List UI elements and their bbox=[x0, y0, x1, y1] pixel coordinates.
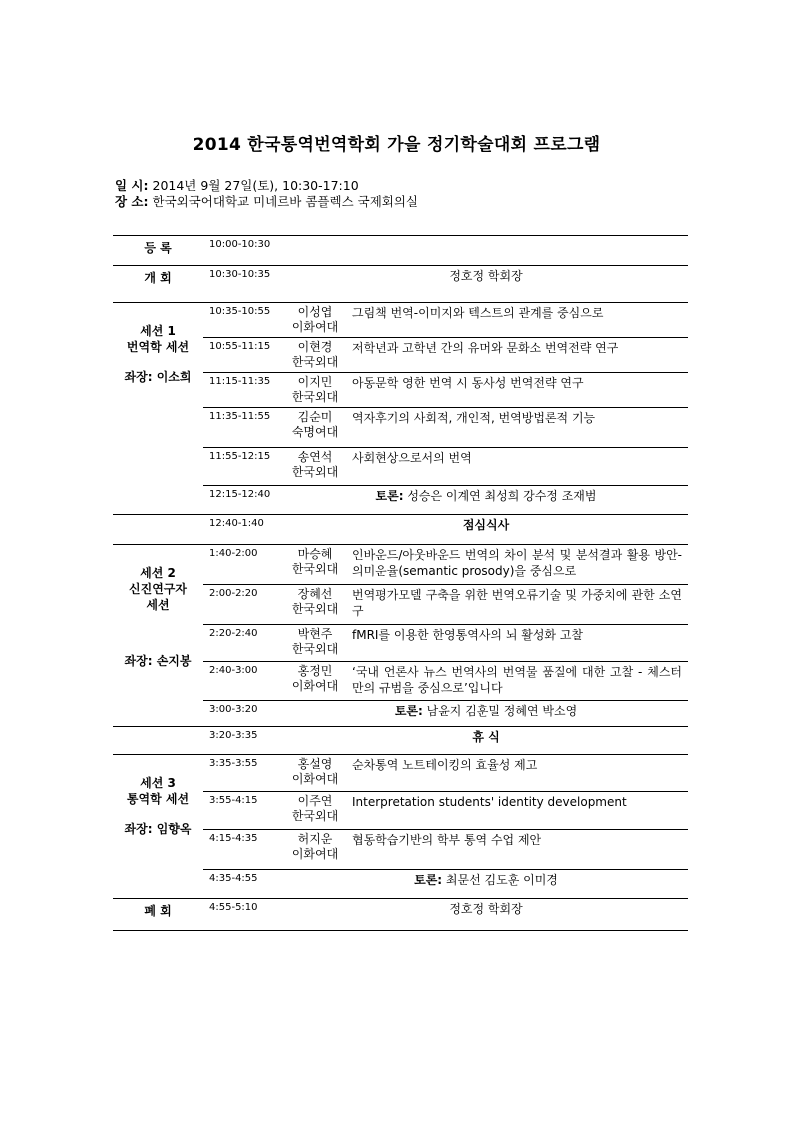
discussion-names: 최문선 김도훈 이미경 bbox=[445, 873, 558, 887]
presenter-name: 홍설영 bbox=[297, 757, 333, 771]
talk-topic: 번역평가모델 구축을 위한 번역오류기술 및 가중치에 관한 소연구 bbox=[346, 585, 688, 625]
talk-time: 4:15-4:35 bbox=[203, 830, 284, 870]
session2-title: 세션 2 bbox=[140, 566, 176, 580]
talk-time: 2:00-2:20 bbox=[203, 585, 284, 625]
talk-time: 2:20-2:40 bbox=[203, 625, 284, 662]
registration-label: 등 록 bbox=[113, 236, 203, 266]
presenter bbox=[284, 303, 346, 338]
presenter-affiliation: 한국외대 bbox=[291, 465, 339, 479]
presenter-name: 마승혜 bbox=[297, 547, 333, 561]
talk-topic: 그림책 번역-이미지와 텍스트의 관계를 중심으로 bbox=[346, 303, 688, 338]
page-title: 2014 한국통역번역학회 가을 정기학술대회 프로그램 bbox=[192, 135, 601, 155]
talk-topic: 사회현상으로서의 번역 bbox=[346, 448, 688, 486]
session3-subtitle: 통역학 세션 bbox=[126, 792, 190, 806]
talk-time: 1:40-2:00 bbox=[203, 545, 284, 585]
talk-topic: 인바운드/아웃바운드 번역의 차이 분석 및 분석결과 활용 방안-의미운율(semantic prosody)을 중심으로 bbox=[346, 545, 688, 585]
discussion bbox=[284, 870, 688, 899]
break-row bbox=[113, 727, 688, 755]
presenter-affiliation: 한국외대 bbox=[291, 390, 339, 404]
presenter-name: 이주연 bbox=[297, 794, 333, 808]
talk-time: 11:35-11:55 bbox=[203, 408, 284, 448]
session3-header bbox=[113, 755, 203, 899]
presenter-name: 장혜선 bbox=[297, 587, 333, 601]
session2-chair: 좌장: 손지봉 bbox=[124, 654, 192, 668]
talk-time: 10:35-10:55 bbox=[203, 303, 284, 338]
break-time: 3:20-3:35 bbox=[203, 727, 284, 755]
session3-chair: 좌장: 임향옥 bbox=[124, 822, 192, 836]
break-label: 휴 식 bbox=[284, 727, 688, 755]
closing-label: 폐 회 bbox=[113, 899, 203, 931]
talk-time: 3:35-3:55 bbox=[203, 755, 284, 792]
presenter bbox=[284, 585, 346, 625]
talk-time: 11:15-11:35 bbox=[203, 373, 284, 408]
discussion-label: 토론: bbox=[414, 873, 443, 887]
discussion-time: 12:15-12:40 bbox=[203, 486, 284, 515]
presenter-name: 박현주 bbox=[297, 627, 333, 641]
session2-subtitle: 신진연구자 bbox=[129, 582, 187, 596]
session2-header bbox=[113, 545, 203, 727]
lunch-row bbox=[113, 515, 688, 545]
discussion bbox=[284, 486, 688, 515]
session3-title: 세션 3 bbox=[140, 776, 176, 790]
lunch-label: 점심식사 bbox=[284, 515, 688, 545]
opening-speaker: 정호정 학회장 bbox=[284, 266, 688, 303]
closing-row bbox=[113, 899, 688, 931]
session2-talk-row bbox=[113, 545, 688, 585]
event-place bbox=[115, 194, 418, 210]
presenter-affiliation: 숙명여대 bbox=[291, 425, 339, 439]
talk-time: 11:55-12:15 bbox=[203, 448, 284, 486]
presenter-affiliation: 한국외대 bbox=[291, 602, 339, 616]
presenter bbox=[284, 448, 346, 486]
date-label: 일 시: bbox=[115, 178, 149, 193]
presenter-affiliation: 이화여대 bbox=[291, 847, 339, 861]
registration-row bbox=[113, 236, 688, 266]
session1-title: 세션 1 bbox=[140, 324, 176, 338]
program-table bbox=[113, 235, 688, 931]
talk-topic: fMRI를 이용한 한영통역사의 뇌 활성화 고찰 bbox=[346, 625, 688, 662]
talk-topic: 협동학습기반의 학부 통역 수업 제안 bbox=[346, 830, 688, 870]
presenter-affiliation: 한국외대 bbox=[291, 809, 339, 823]
presenter bbox=[284, 373, 346, 408]
discussion-time: 3:00-3:20 bbox=[203, 701, 284, 727]
presenter bbox=[284, 338, 346, 373]
presenter-name: 이성엽 bbox=[297, 305, 333, 319]
talk-topic: 역자후기의 사회적, 개인적, 번역방법론적 기능 bbox=[346, 408, 688, 448]
talk-topic: 저학년과 고학년 간의 유머와 문화소 번역전략 연구 bbox=[346, 338, 688, 373]
session1-talk-row bbox=[113, 303, 688, 338]
opening-row bbox=[113, 266, 688, 303]
discussion-label: 토론: bbox=[375, 489, 404, 503]
session3-talk-row bbox=[113, 755, 688, 792]
date-value: 2014년 9월 27일(토), 10:30-17:10 bbox=[152, 178, 359, 193]
discussion-time: 4:35-4:55 bbox=[203, 870, 284, 899]
presenter bbox=[284, 545, 346, 585]
closing-time: 4:55-5:10 bbox=[203, 899, 284, 931]
presenter-name: 홍정민 bbox=[297, 664, 333, 678]
lunch-time: 12:40-1:40 bbox=[203, 515, 284, 545]
presenter bbox=[284, 792, 346, 830]
presenter bbox=[284, 408, 346, 448]
presenter-name: 이지민 bbox=[297, 375, 333, 389]
talk-time: 3:55-4:15 bbox=[203, 792, 284, 830]
presenter bbox=[284, 625, 346, 662]
talk-topic: 순차통역 노트테이킹의 효율성 제고 bbox=[346, 755, 688, 792]
registration-time: 10:00-10:30 bbox=[203, 236, 284, 266]
discussion-names: 남윤지 김훈밀 정혜연 박소영 bbox=[426, 704, 578, 718]
talk-topic: Interpretation students' identity development bbox=[346, 792, 688, 830]
presenter bbox=[284, 755, 346, 792]
presenter-affiliation: 한국외대 bbox=[291, 355, 339, 369]
session2-subtitle-2: 세션 bbox=[146, 598, 170, 612]
opening-label: 개 회 bbox=[113, 266, 203, 303]
talk-topic: 아동문학 영한 번역 시 동사성 번역전략 연구 bbox=[346, 373, 688, 408]
presenter-affiliation: 이화여대 bbox=[291, 772, 339, 786]
presenter-affiliation: 이화여대 bbox=[291, 320, 339, 334]
place-value: 한국외국어대학교 미네르바 콤플렉스 국제회의실 bbox=[152, 194, 418, 209]
presenter-affiliation: 한국외대 bbox=[291, 642, 339, 656]
discussion-names: 성승은 이계연 최성희 강수정 조재범 bbox=[407, 489, 597, 503]
session1-chair: 좌장: 이소희 bbox=[124, 370, 192, 384]
presenter-name: 김순미 bbox=[297, 410, 333, 424]
talk-topic: ‘국내 언론사 뉴스 번역사의 번역물 품질에 대한 고찰 - 체스터만의 규범을 중심으로’입니다 bbox=[346, 662, 688, 701]
presenter bbox=[284, 662, 346, 701]
presenter-name: 이현경 bbox=[297, 340, 333, 354]
talk-time: 10:55-11:15 bbox=[203, 338, 284, 373]
closing-speaker: 정호정 학회장 bbox=[284, 899, 688, 931]
opening-time: 10:30-10:35 bbox=[203, 266, 284, 303]
presenter-affiliation: 한국외대 bbox=[291, 562, 339, 576]
presenter-name: 허지운 bbox=[297, 832, 333, 846]
talk-time: 2:40-3:00 bbox=[203, 662, 284, 701]
session1-subtitle: 번역학 세션 bbox=[126, 340, 190, 354]
discussion-label: 토론: bbox=[394, 704, 423, 718]
session1-header bbox=[113, 303, 203, 515]
presenter-name: 송연석 bbox=[297, 450, 333, 464]
place-label: 장 소: bbox=[115, 194, 149, 209]
presenter bbox=[284, 830, 346, 870]
presenter-affiliation: 이화여대 bbox=[291, 679, 339, 693]
event-date bbox=[115, 178, 359, 194]
discussion bbox=[284, 701, 688, 727]
